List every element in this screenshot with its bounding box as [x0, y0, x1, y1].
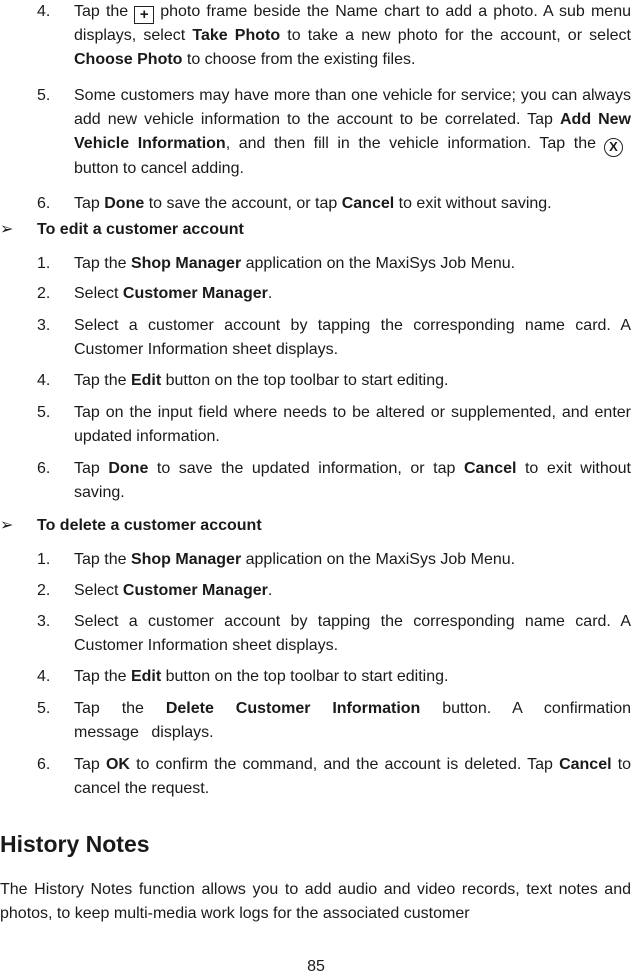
- step-number: 1.: [37, 255, 51, 272]
- step-text: Tap Done to save the account, or tap Cancel to exit without saving.: [74, 195, 552, 212]
- step-text: Tap the Shop Manager application on the MaxiSys Job Menu.: [74, 551, 516, 568]
- step-number: 6.: [37, 756, 51, 773]
- step-text: Select Customer Manager.: [74, 582, 273, 599]
- step-number: 5.: [37, 87, 51, 104]
- step-text: Tap the Edit button on the top toolbar to start editing.: [74, 372, 449, 389]
- step-text: Tap Done to save the updated information, or tap Cancel to exit without saving.: [74, 460, 632, 501]
- step-text: Select Customer Manager.: [74, 285, 273, 302]
- step-number: 4.: [37, 372, 51, 389]
- page-number: 85: [307, 958, 325, 975]
- step-number: 5.: [37, 404, 51, 421]
- step-number: 2.: [37, 285, 51, 302]
- step-number: 6.: [37, 195, 51, 212]
- bullet-arrow-icon: ➢: [0, 517, 14, 534]
- photo-frame-add-icon: +: [134, 6, 154, 24]
- section-title: History Notes: [0, 831, 150, 857]
- step-text: Tap the Delete Customer Information button. A confirmation message displays.: [74, 700, 632, 741]
- step-number: 4.: [37, 3, 51, 20]
- step-text: Select a customer account by tapping the corresponding name card. A Customer Information sheet displays.: [74, 317, 631, 358]
- delete-heading: To delete a customer account: [37, 517, 262, 534]
- step-number: 1.: [37, 551, 51, 568]
- cancel-x-icon: X: [604, 138, 623, 157]
- step-text: Tap on the input field where needs to be altered or supplemented, and enter updated information.: [74, 404, 631, 445]
- step-number: 3.: [37, 317, 51, 334]
- step-text: Tap the Shop Manager application on the MaxiSys Job Menu.: [74, 255, 516, 272]
- step-text: Tap the + photo frame beside the Name chart to add a photo. A sub menu displays, select Take Photo to take a new photo for the account, or select Choose Photo to choose from the existing files.: [74, 3, 632, 68]
- bullet-arrow-icon: ➢: [0, 221, 14, 238]
- step-text: Tap OK to confirm the command, and the account is deleted. Tap Cancel to cancel the request.: [74, 756, 632, 797]
- step-number: 2.: [37, 582, 51, 599]
- step-text: Some customers may have more than one vehicle for service; you can always add new vehicle information to the account to be correlated. Tap Add New Vehicle Information, and then fill in the vehicle information. Tap the Xbutton to cancel adding.: [74, 87, 631, 177]
- step-number: 3.: [37, 613, 51, 630]
- step-text: Tap the Edit button on the top toolbar to start editing.: [74, 668, 449, 685]
- step-number: 6.: [37, 460, 51, 477]
- step-number: 5.: [37, 700, 51, 717]
- step-text: Select a customer account by tapping the corresponding name card. A Customer Information sheet displays.: [74, 613, 631, 654]
- step-number: 4.: [37, 668, 51, 685]
- section-paragraph: The History Notes function allows you to add audio and video records, text notes and photos, to keep multi-media work logs for the associated customer: [0, 881, 631, 922]
- edit-heading: To edit a customer account: [37, 221, 244, 238]
